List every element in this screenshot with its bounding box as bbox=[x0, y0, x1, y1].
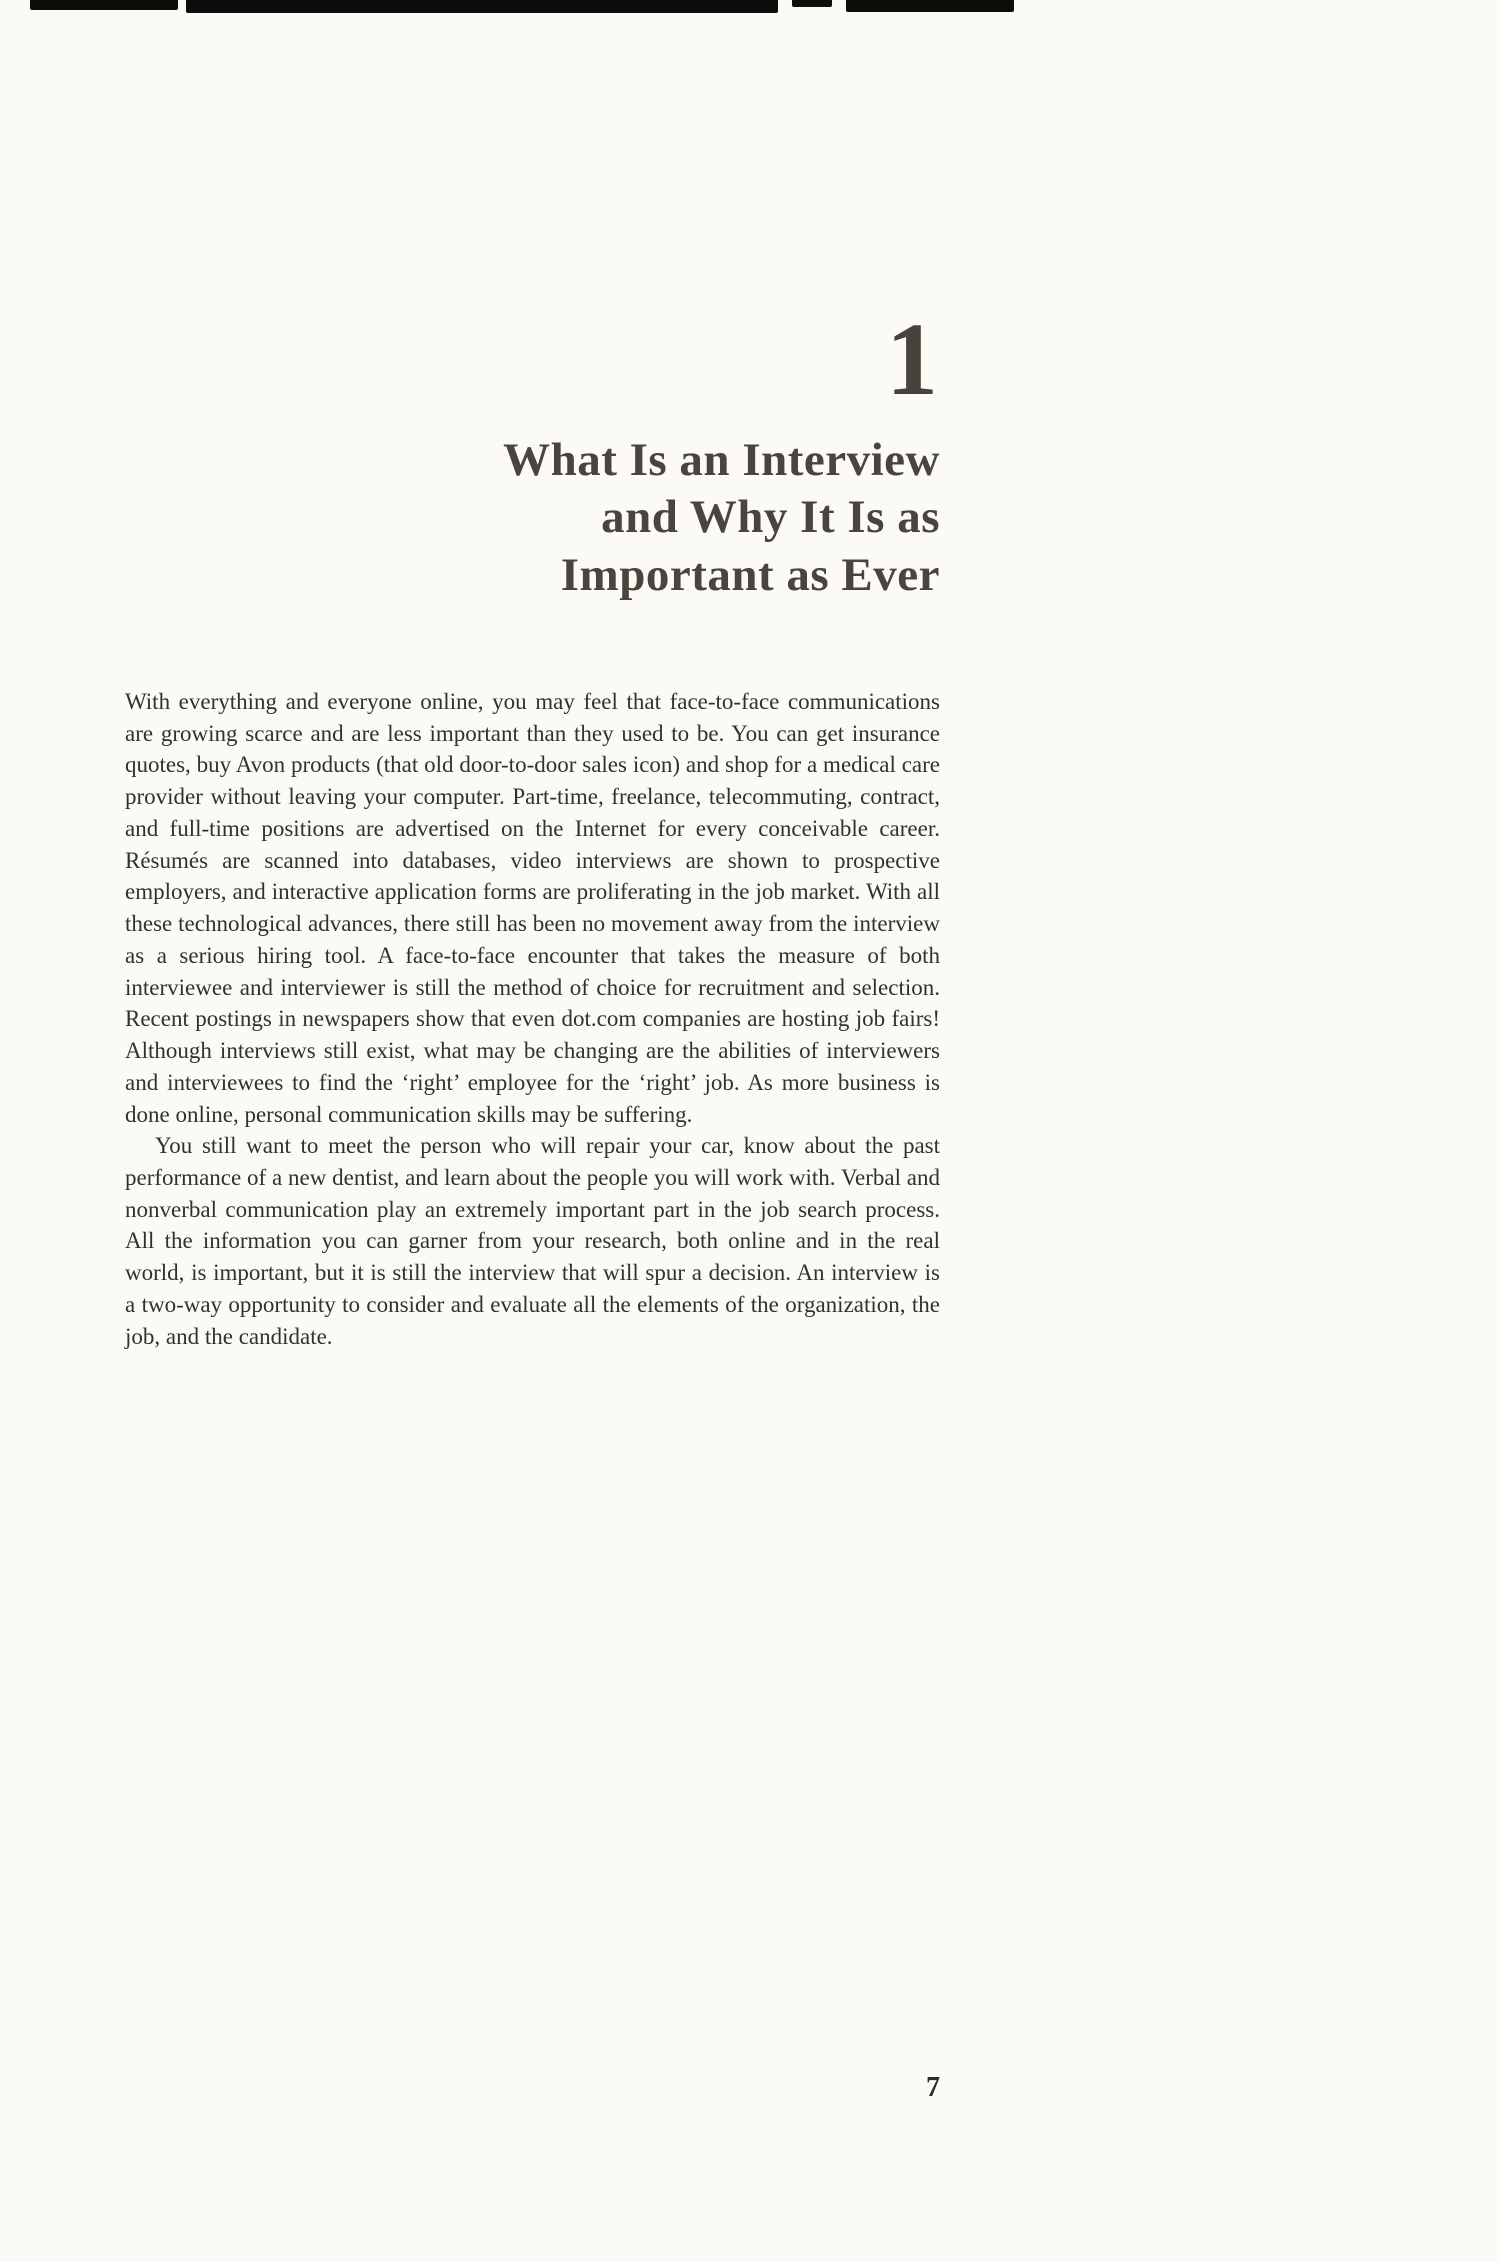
scan-artifact-bar bbox=[30, 0, 178, 10]
scan-artifact-bar bbox=[846, 0, 1014, 12]
body-paragraph: You still want to meet the person who will repair your car, know about the past performance of a new dentist, and learn about the people you will work with. Verbal and nonverbal communication play an extremely important part in the job search process. All the information you can garner from your research, both online and in the real world, is important, but it is still the interview that will spur a decision. An interview is a two-way opportunity to consider and evaluate all the elements of the organization, the job, and the candidate. bbox=[125, 1133, 940, 1349]
body-paragraph: With everything and everyone online, you may feel that face-to-face communications are growing scarce and are less important than they used to be. You can get insurance quotes, buy Avon products (that old door-to-door sales icon) and shop for a medical care provider without leaving your computer. Part-time, freelance, telecommuting, contract, and full-time positions are advertised on the Internet for every conceivable career. Résumés are scanned into databases, video interviews are shown to prospective employers, and interactive application forms are proliferating in the job market. With all these technological advances, there still has been no movement away from the interview as a serious hiring tool. A face-to-face encounter that takes the measure of both interviewee and interviewer is still the method of choice for recruitment and selection. Recent postings in newspapers show that even dot.com companies are hosting job fairs! Although interviews still exist, what may be changing are the abilities of interviewers and interviewees to find the ‘right’ employee for the ‘right’ job. As more business is done online, personal communication skills may be suffering. bbox=[125, 688, 940, 1127]
page-content bbox=[125, 302, 940, 1352]
chapter-title-line: What Is an Interview bbox=[503, 434, 940, 486]
scan-artifact-bar bbox=[186, 0, 778, 13]
scan-artifact-bar bbox=[792, 0, 832, 7]
chapter-title bbox=[125, 432, 940, 604]
page-number: 7 bbox=[926, 2072, 940, 2103]
chapter-title-line: and Why It Is as bbox=[601, 491, 940, 544]
body-text bbox=[125, 686, 940, 1352]
chapter-title-line: Important as Ever bbox=[560, 548, 940, 601]
chapter-number: 1 bbox=[886, 302, 940, 417]
